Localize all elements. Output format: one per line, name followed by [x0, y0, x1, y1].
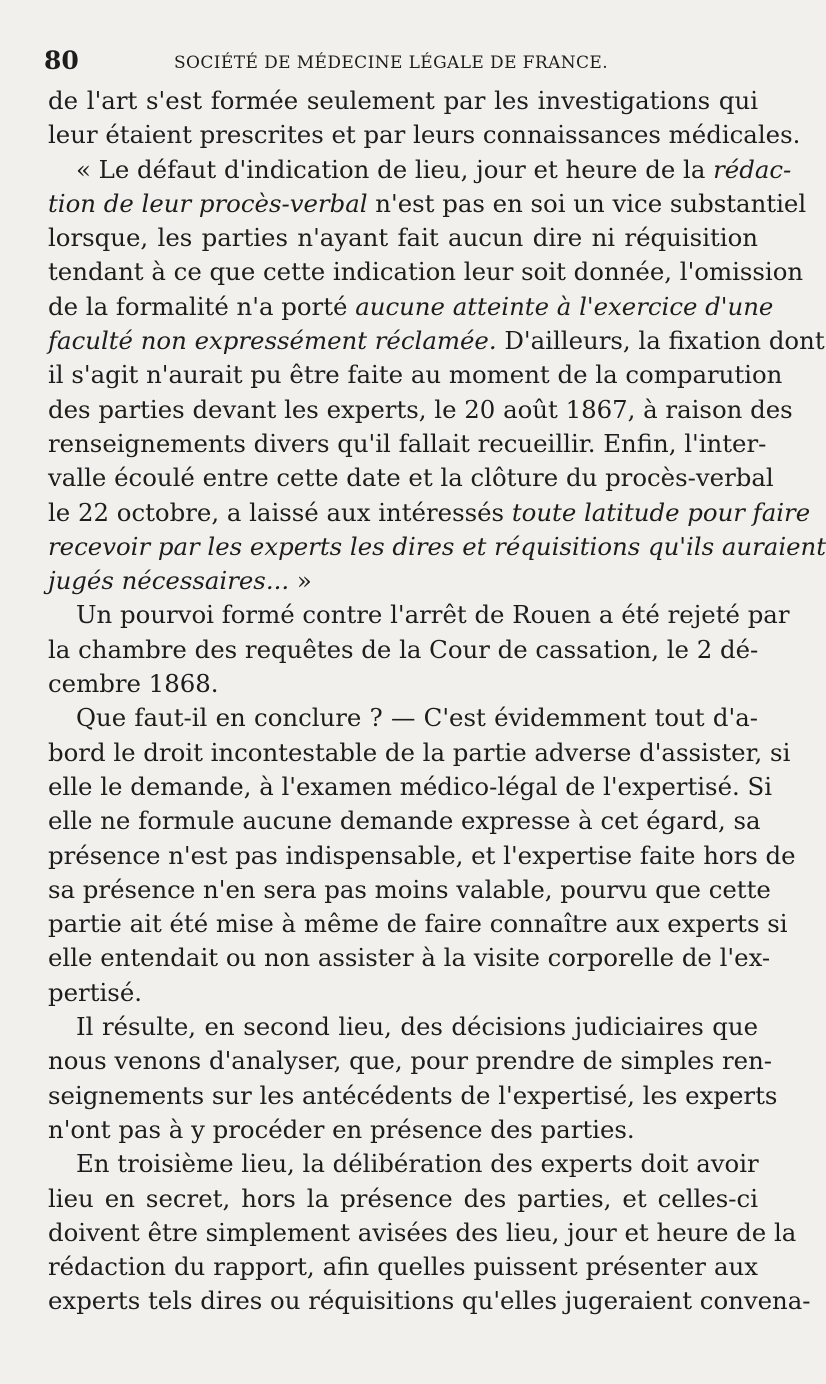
text-segment: experts tels dires ou réquisitions qu'elles jugeraient convena- — [48, 1286, 811, 1316]
text-line — [48, 118, 801, 152]
italic-text: aucune atteinte à l'exercice d'une — [355, 291, 774, 321]
text-segment: Il résulte, en second lieu, des décisions judiciaires que — [76, 1012, 758, 1042]
text-segment: D'ailleurs, la fixation dont — [496, 326, 825, 356]
text-line — [48, 1250, 758, 1284]
italic-text: faculté non expressément réclamée. — [48, 326, 497, 356]
text-segment: la chambre des requêtes de la Cour de cassation, le 2 dé- — [48, 634, 759, 664]
text-segment: il s'agit n'aurait pu être faite au moment de la comparution — [48, 360, 783, 390]
text-line — [48, 1010, 758, 1044]
text-line — [48, 1147, 758, 1181]
text-line — [48, 736, 791, 770]
text-segment: seignements sur les antécédents de l'expertisé, les experts — [48, 1080, 778, 1110]
text-segment: nous venons d'analyser, que, pour prendre de simples ren- — [48, 1046, 773, 1076]
page-header — [44, 44, 756, 78]
text-segment: cembre 1868. — [48, 669, 219, 699]
text-line — [48, 598, 790, 632]
text-segment: elle ne formule aucune demande expresse à cet égard, sa — [48, 806, 761, 836]
text-segment: de la formalité n'a porté — [48, 291, 356, 321]
text-line — [48, 153, 792, 187]
text-line — [48, 496, 811, 530]
text-line — [48, 530, 826, 564]
text-segment: lorsque, les parties n'ayant fait aucun dire ni réquisition — [48, 223, 758, 253]
text-segment: lieu en secret, hors la présence des parties, et celles-ci — [48, 1183, 758, 1213]
text-segment: des parties devant les experts, le 20 août 1867, à raison des — [48, 394, 793, 424]
text-segment: sa présence n'en sera pas moins valable, pourvu que cette — [48, 874, 771, 904]
text-line — [48, 976, 758, 1010]
text-line — [48, 1079, 778, 1113]
text-line — [48, 701, 758, 735]
italic-text: toute latitude pour faire — [511, 497, 811, 527]
italic-text: jugés nécessaires... — [48, 566, 290, 596]
text-line — [48, 564, 758, 598]
text-segment: présence n'est pas indispensable, et l'expertise faite hors de — [48, 840, 796, 870]
text-line — [48, 290, 774, 324]
text-line — [48, 667, 758, 701]
italic-text: tion de leur procès-verbal — [48, 188, 368, 218]
text-segment: tendant à ce que cette indication leur soit donnée, l'omission — [48, 257, 804, 287]
text-segment: valle écoulé entre cette date et la clôture du procès-verbal — [48, 463, 774, 493]
text-line — [48, 255, 804, 289]
text-segment: renseignements divers qu'il fallait recueillir. Enfin, l'inter- — [48, 428, 767, 458]
text-segment: « Le défaut d'indication de lieu, jour et heure de la — [76, 154, 714, 184]
text-segment: doivent être simplement avisées des lieu, jour et heure de la — [48, 1217, 797, 1247]
text-segment: Que faut-il en conclure ? — C'est évidemment tout d'a- — [76, 703, 758, 733]
text-line — [48, 633, 758, 667]
text-segment: n'ont pas à y procéder en présence des parties. — [48, 1114, 635, 1144]
text-line — [48, 358, 783, 392]
text-line — [48, 770, 773, 804]
text-line — [48, 1216, 797, 1250]
text-segment: rédaction du rapport, afin quelles puissent présenter aux — [48, 1252, 758, 1282]
text-line — [48, 839, 796, 873]
body-text — [48, 84, 826, 1319]
text-segment: de l'art s'est formée seulement par les investigations qui — [48, 86, 758, 115]
text-line — [48, 1113, 758, 1147]
text-line — [48, 84, 758, 118]
text-line — [48, 1284, 811, 1318]
text-line — [48, 461, 774, 495]
text-line — [48, 941, 771, 975]
text-segment: » — [289, 566, 312, 596]
text-line — [48, 427, 767, 461]
text-line — [48, 1044, 773, 1078]
text-segment: partie ait été mise à même de faire connaître aux experts si — [48, 909, 788, 939]
italic-text: recevoir par les experts les dires et réquisitions qu'ils auraient — [48, 531, 826, 561]
text-segment: n'est pas en soi un vice substantiel — [367, 188, 807, 218]
text-line — [48, 324, 825, 358]
text-line — [48, 1182, 758, 1216]
text-segment: bord le droit incontestable de la partie adverse d'assister, si — [48, 737, 791, 767]
text-segment: leur étaient prescrites et par leurs connaissances médicales. — [48, 120, 801, 150]
running-head: SOCIÉTÉ DE MÉDECINE LÉGALE DE FRANCE. — [174, 53, 609, 73]
text-line — [48, 804, 761, 838]
italic-text: rédac- — [713, 154, 792, 184]
text-segment: pertisé. — [48, 977, 143, 1007]
text-line — [48, 187, 807, 221]
text-segment: Un pourvoi formé contre l'arrêt de Rouen a été rejeté par — [76, 600, 790, 630]
text-line — [48, 873, 771, 907]
text-segment: le 22 octobre, a laissé aux intéressés — [48, 497, 512, 527]
text-segment: elle entendait ou non assister à la visite corporelle de l'ex- — [48, 943, 771, 973]
text-segment: elle le demande, à l'examen médico-légal de l'expertisé. Si — [48, 771, 773, 801]
text-line — [48, 221, 758, 255]
page-number: 80 — [44, 46, 79, 75]
text-line — [48, 393, 793, 427]
text-segment: En troisième lieu, la délibération des experts doit avoir — [76, 1149, 759, 1179]
text-line — [48, 907, 788, 941]
